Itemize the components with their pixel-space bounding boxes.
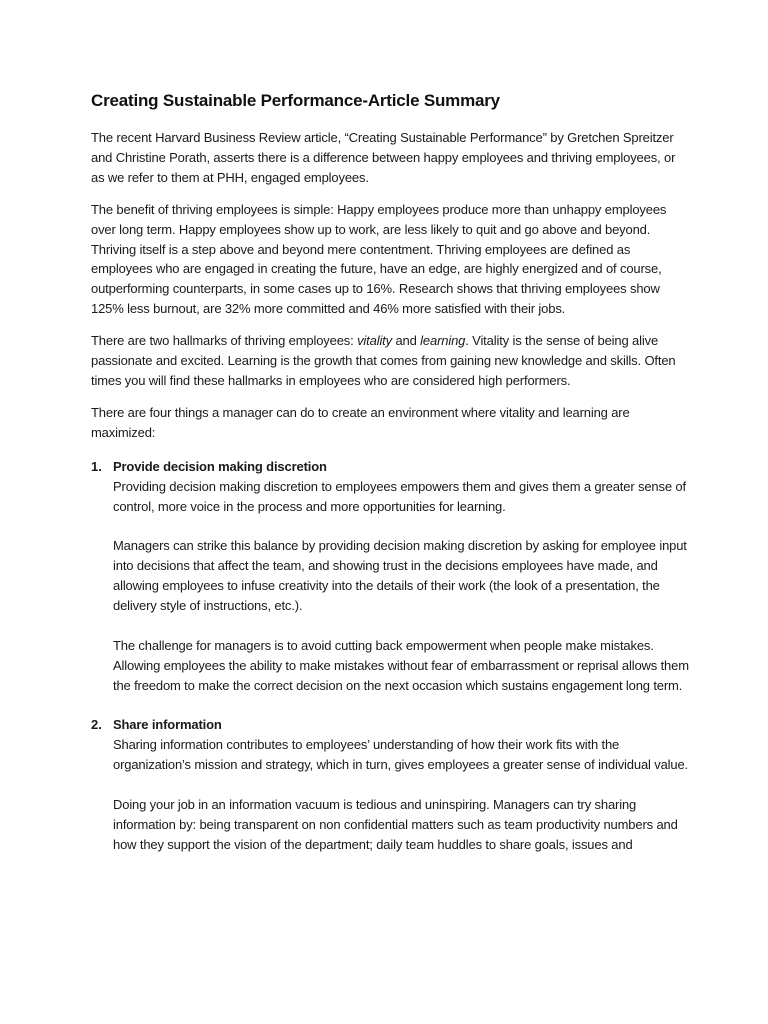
list-number: 1. [91, 458, 102, 474]
list-item-body [113, 715, 691, 854]
list-item [91, 715, 691, 854]
list-item-text: The challenge for managers is to avoid cutting back empowerment when people make mistakes. Allowing employees the ability to make mistakes without fear of embarrassment or reprisal allows them the freedom to make the correct decision on the next occasion which sustains engagement long term. [113, 637, 689, 693]
vitality-term: vitality [357, 333, 392, 349]
hallmarks-text-start: There are two hallmarks of thriving employees: [91, 333, 358, 349]
list-number: 2. [91, 717, 102, 733]
list-item [91, 457, 691, 716]
list-item-text: Sharing information contributes to employees’ understanding of how their work fits with the organization’s mission and strategy, which in turn, gives employees a greater sense of individual value. [113, 737, 689, 773]
hallmarks-conjunction: and [392, 333, 421, 349]
list-item-body [113, 457, 691, 716]
hallmarks-text-end: . Vitality is the sense of being alive passionate and excited. Learning is the growth that comes from gaining new knowledge and skills. Often times you will find these hallmarks in employees who are considered high performers. [91, 333, 676, 388]
list-item-text: Providing decision making discretion to employees empowers them and gives them a greater sense of control, more voice in the process and more opportunities for learning. [113, 478, 686, 514]
benefit-paragraph: The benefit of thriving employees is simple: Happy employees produce more than unhappy employees over long term. Happy employees show up to work, are less likely to quit and go above and beyond. Thriving itself is a step above and beyond mere contentment. Thriving employees are defined as employees who are engaged in creating the future, have an edge, are highly energized and of course, outperforming counterparts, in some cases up to 16%. Research shows that thriving employees show 125% less burnout, are 32% more committed and 46% more satisfied with their jobs. [91, 201, 667, 317]
document-title: Creating Sustainable Performance-Article Summary [91, 91, 500, 110]
intro-paragraph: The recent Harvard Business Review article, “Creating Sustainable Performance” by Gretchen Spreitzer and Christine Porath, asserts there is a difference between happy employees and thriving employees, or as we refer to them at PHH, engaged employees. [91, 130, 676, 185]
hallmarks-paragraph [91, 331, 691, 391]
list-item-heading: Provide decision making discretion [113, 458, 327, 474]
learning-term: learning [420, 333, 466, 349]
four-things-paragraph: There are four things a manager can do to create an environment where vitality and learning are maximized: [91, 404, 630, 440]
list-item-heading: Share information [113, 717, 222, 733]
list-item-text: Doing your job in an information vacuum is tedious and uninspiring. Managers can try sharing information by: being transparent on non confidential matters such as team productivity numbers and how they support the vision of the department; daily team huddles to share goals, issues and [113, 797, 678, 852]
list-item-text: Managers can strike this balance by providing decision making discretion by asking for employee input into decisions that affect the team, and showing trust in the decisions employees have made, and allowing employees to infuse creativity into the details of their work (the look of a presentation, the delivery style of instructions, etc.). [113, 538, 687, 614]
document-body [91, 128, 691, 855]
